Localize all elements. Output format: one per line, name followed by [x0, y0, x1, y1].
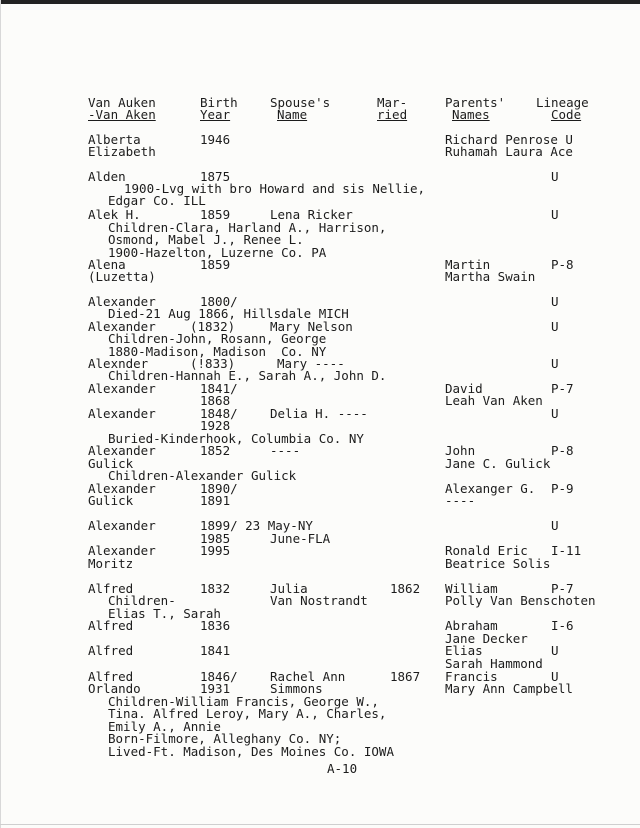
entry-text: 1880-Madison, Madison Co. NY: [108, 344, 327, 359]
entry-text: 1891: [200, 493, 231, 508]
entry-text: Gulick: [88, 456, 134, 471]
entry-text: Martha Swain: [445, 269, 536, 284]
entry-text: Leah Van Aken: [445, 393, 543, 408]
header-parents-line2: Names: [452, 107, 490, 122]
entry-text: Alfred: [88, 618, 134, 633]
entry-text: 1867: [390, 669, 421, 684]
entry-text: 1846/: [200, 669, 238, 684]
top-border-line: [0, 0, 640, 4]
entry-text: Alexnder: [88, 356, 149, 371]
header-married-line1: Mar-: [377, 95, 408, 110]
entry-text: 1859: [200, 207, 231, 222]
entry-text: ----: [270, 443, 301, 458]
entry-text: 1862: [390, 581, 421, 596]
entry-text: William: [445, 581, 498, 596]
entry-text: Jane C. Gulick: [445, 456, 551, 471]
entry-text: Alexander: [88, 319, 156, 334]
entry-text: 1890/: [200, 481, 238, 496]
entry-text: Children-: [108, 593, 176, 608]
bottom-border-line: [0, 824, 640, 825]
header-spouse-line1: Spouse's: [270, 95, 331, 110]
entry-text: Alexanger G.: [445, 481, 536, 496]
entry-text: Osmond, Mabel J., Renee L.: [108, 232, 304, 247]
entry-text: Alexander: [88, 381, 156, 396]
entry-text: Alek H.: [88, 207, 141, 222]
entry-text: Jane Decker: [445, 631, 528, 646]
entry-text: I-6: [551, 618, 574, 633]
header-lineage-line2: Code: [551, 107, 582, 122]
header-married-line2: ried: [377, 107, 408, 122]
entry-text: P-8: [551, 443, 574, 458]
entry-text: Elias T., Sarah: [108, 606, 221, 621]
entry-text: 1800/: [200, 294, 238, 309]
entry-text: 1852: [200, 443, 231, 458]
entry-text: Children-William Francis, George W.,: [108, 694, 379, 709]
entry-text: Alexander: [88, 543, 156, 558]
entry-text: Alberta: [88, 132, 141, 147]
entry-text: Alexander: [88, 443, 156, 458]
entry-text: (1832): [190, 319, 236, 334]
entry-text: Mary ----: [277, 356, 345, 371]
entry-text: Martin: [445, 257, 491, 272]
entry-text: 1900-Hazelton, Luzerne Co. PA: [108, 245, 327, 260]
entry-text: 1836: [200, 618, 231, 633]
entry-text: 1931: [200, 681, 231, 696]
entry-text: John: [445, 443, 476, 458]
entry-text: Children-Alexander Gulick: [108, 468, 297, 483]
entry-text: Mary Nelson: [270, 319, 353, 334]
entry-text: Buried-Kinderhook, Columbia Co. NY: [108, 431, 364, 446]
header-name-line2: -Van Aken: [88, 107, 156, 122]
entry-text: Tina. Alfred Leroy, Mary A., Charles,: [108, 706, 387, 721]
entry-text: Lena Ricker: [270, 207, 353, 222]
entry-text: Alexander: [88, 406, 156, 421]
entry-text: (Luzetta): [88, 269, 156, 284]
entry-text: U: [551, 406, 559, 421]
entry-text: Ruhamah Laura Ace: [445, 144, 573, 159]
entry-text: Emily A., Annie: [108, 719, 221, 734]
entry-text: U: [551, 169, 559, 184]
entry-text: 1985: [200, 531, 231, 546]
entry-text: U: [551, 319, 559, 334]
entry-text: Richard Penrose U: [445, 132, 573, 147]
entry-text: Sarah Hammond: [445, 656, 543, 671]
entry-text: 1875: [200, 169, 231, 184]
entry-text: Children-Hannah E., Sarah A., John D.: [108, 368, 387, 383]
entry-text: U: [551, 518, 559, 533]
header-lineage-line1: Lineage: [536, 95, 589, 110]
entry-text: Van Nostrandt: [270, 593, 368, 608]
entry-text: I-11: [551, 543, 582, 558]
entry-text: Alena: [88, 257, 126, 272]
entry-text: Delia H. ----: [270, 406, 368, 421]
entry-text: Lived-Ft. Madison, Des Moines Co. IOWA: [108, 744, 394, 759]
entry-text: P-7: [551, 381, 574, 396]
entry-text: 1928: [200, 418, 231, 433]
entry-text: U: [551, 643, 559, 658]
page-number: A-10: [327, 761, 358, 776]
header-spouse-line2: Name: [277, 107, 308, 122]
entry-text: Children-John, Rosann, George: [108, 331, 327, 346]
entry-text: Born-Filmore, Alleghany Co. NY;: [108, 731, 342, 746]
entry-text: 1841/: [200, 381, 238, 396]
entry-text: Julia: [270, 581, 308, 596]
entry-text: Orlando: [88, 681, 141, 696]
entry-text: Mary Ann Campbell: [445, 681, 573, 696]
entry-text: Polly Van Benschoten: [445, 593, 596, 608]
entry-text: Beatrice Solis: [445, 556, 551, 571]
entry-text: 1832: [200, 581, 231, 596]
entry-text: U: [551, 294, 559, 309]
entry-text: Elizabeth: [88, 144, 156, 159]
header-name-line1: Van Auken: [88, 95, 156, 110]
entry-text: Simmons: [270, 681, 323, 696]
entry-text: 1946: [200, 132, 231, 147]
entry-text: 1900-Lvg with bro Howard and sis Nellie,: [124, 181, 426, 196]
entry-text: 1899/ 23 May-NY: [200, 518, 313, 533]
entry-text: U: [551, 356, 559, 371]
entry-text: Ronald Eric: [445, 543, 528, 558]
entry-text: P-8: [551, 257, 574, 272]
header-parents-line1: Parents': [445, 95, 506, 110]
entry-text: Rachel Ann: [270, 669, 346, 684]
entry-text: 1848/: [200, 406, 238, 421]
entry-text: David: [445, 381, 483, 396]
entry-text: (!833): [190, 356, 236, 371]
left-edge-line: [0, 0, 1, 828]
entry-text: Francis: [445, 669, 498, 684]
entry-text: Moritz: [88, 556, 134, 571]
entry-text: P-9: [551, 481, 574, 496]
entry-text: June-FLA: [270, 531, 331, 546]
entry-text: Alexander: [88, 518, 156, 533]
entry-text: Alexander: [88, 294, 156, 309]
entry-text: 1841: [200, 643, 231, 658]
entry-text: Children-Clara, Harland A., Harrison,: [108, 220, 387, 235]
entry-text: Alfred: [88, 581, 134, 596]
entry-text: Alden: [88, 169, 126, 184]
entry-text: Gulick: [88, 493, 134, 508]
entry-text: Elias: [445, 643, 483, 658]
entry-text: U: [551, 669, 559, 684]
entry-text: 1868: [200, 393, 231, 408]
entry-text: ----: [445, 493, 476, 508]
entry-text: 1859: [200, 257, 231, 272]
entry-text: Alexander: [88, 481, 156, 496]
entry-text: Alfred: [88, 643, 134, 658]
header-birth-line2: Year: [200, 107, 231, 122]
header-birth-line1: Birth: [200, 95, 238, 110]
entry-text: Abraham: [445, 618, 498, 633]
entry-text: U: [551, 207, 559, 222]
entry-text: Alfred: [88, 669, 134, 684]
entry-text: 1995: [200, 543, 231, 558]
entry-text: P-7: [551, 581, 574, 596]
entry-text: Edgar Co. ILL: [108, 193, 206, 208]
entry-text: Died-21 Aug 1866, Hillsdale MICH: [108, 306, 349, 321]
